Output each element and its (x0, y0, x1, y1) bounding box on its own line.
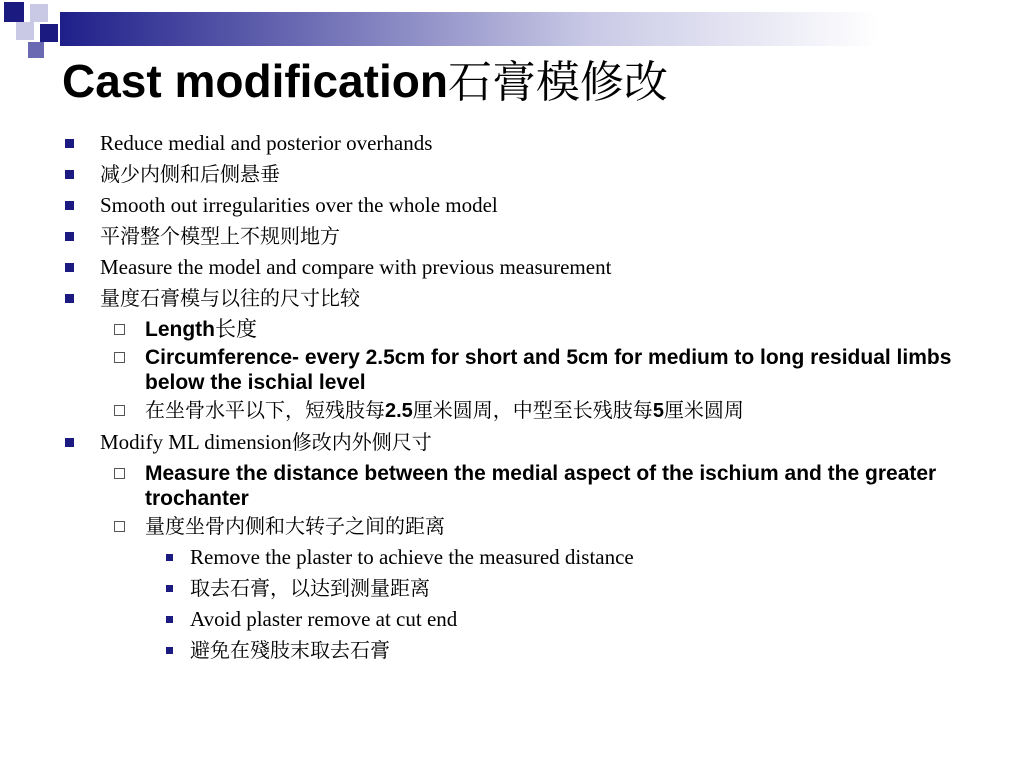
sub-sub-bullet-item (62, 604, 1002, 635)
bullet-text: Reduce medial and posterior overhands (100, 131, 433, 155)
sub-sub-bullet-text: Avoid plaster remove at cut end (190, 607, 458, 631)
sub-sub-bullet-text: Remove the plaster to achieve the measured distance (190, 545, 634, 569)
sub-bullet-text-part: 厘米圆周 (663, 398, 744, 422)
bullet-item (62, 128, 1002, 159)
bullet-item (62, 221, 1002, 252)
square-bullet-icon (65, 139, 74, 148)
small-square-bullet-icon (166, 647, 173, 654)
sub-bullet-text: Circumference- every 2.5cm for short and 5cm for medium to long residual limbs below the ischial level (145, 346, 952, 394)
square-bullet-icon (65, 201, 74, 210)
sub-bullet-number: 2.5 (385, 400, 413, 422)
bullet-text: 量度石膏模与以往的尺寸比较 (100, 286, 360, 310)
bullet-item (62, 283, 1002, 314)
bullet-item (62, 190, 1002, 221)
decor-square (4, 2, 24, 22)
bullet-item (62, 159, 1002, 190)
sub-bullet-item (62, 398, 1002, 424)
sub-sub-bullet-item (62, 635, 1002, 666)
small-square-bullet-icon (166, 585, 173, 592)
bullet-text: 平滑整个模型上不规则地方 (100, 224, 340, 248)
hollow-square-bullet-icon (114, 324, 125, 335)
sub-bullet-text: 量度坐骨内侧和大转子之间的距离 (145, 514, 445, 538)
decor-square (40, 24, 58, 42)
sub-sub-bullet-text: 取去石膏，以达到测量距离 (190, 576, 430, 600)
hollow-square-bullet-icon (114, 468, 125, 479)
sub-bullet-item (62, 461, 1002, 511)
sub-sub-bullet-item (62, 542, 1002, 573)
square-bullet-icon (65, 438, 74, 447)
small-square-bullet-icon (166, 616, 173, 623)
sub-bullet-item (62, 514, 1002, 539)
square-bullet-icon (65, 232, 74, 241)
bullet-item (62, 252, 1002, 283)
bullet-list (62, 128, 1002, 666)
hollow-square-bullet-icon (114, 405, 125, 416)
sub-bullet-number: 5 (652, 400, 664, 422)
slide-title-en: Cast modification (62, 55, 448, 107)
bullet-text: Smooth out irregularities over the whole model (100, 193, 498, 217)
sub-bullet-text-cn: 长度 (214, 317, 257, 341)
square-bullet-icon (65, 263, 74, 272)
square-bullet-icon (65, 294, 74, 303)
sub-bullet-text: Measure the distance between the medial aspect of the ischium and the greater trochanter (145, 462, 937, 510)
slide-title-cn: 石膏模修改 (447, 57, 668, 108)
bullet-text: Measure the model and compare with previous measurement (100, 255, 612, 279)
sub-bullet-text-en: Length (145, 318, 215, 341)
sub-bullet-item (62, 317, 1002, 342)
sub-sub-bullet-item (62, 573, 1002, 604)
small-square-bullet-icon (166, 554, 173, 561)
bullet-text-en: Modify ML dimension (100, 430, 292, 454)
sub-bullet-text-part: 厘米圆周，中型至长残肢每 (412, 398, 653, 422)
header-gradient-bar (60, 12, 1024, 46)
decor-square (28, 42, 44, 58)
hollow-square-bullet-icon (114, 352, 125, 363)
decor-square (30, 4, 48, 22)
bullet-text-cn: 修改内外侧尺寸 (291, 430, 432, 454)
slide-title (62, 54, 668, 110)
decor-square (16, 22, 34, 40)
sub-bullet-text-part: 在坐骨水平以下，短残肢每 (145, 398, 385, 422)
square-bullet-icon (65, 170, 74, 179)
bullet-text: 减少内侧和后侧悬垂 (100, 162, 280, 186)
bullet-item (62, 427, 1002, 458)
hollow-square-bullet-icon (114, 521, 125, 532)
sub-sub-bullet-text: 避免在殘肢末取去石膏 (190, 638, 390, 662)
sub-bullet-item (62, 345, 1002, 395)
